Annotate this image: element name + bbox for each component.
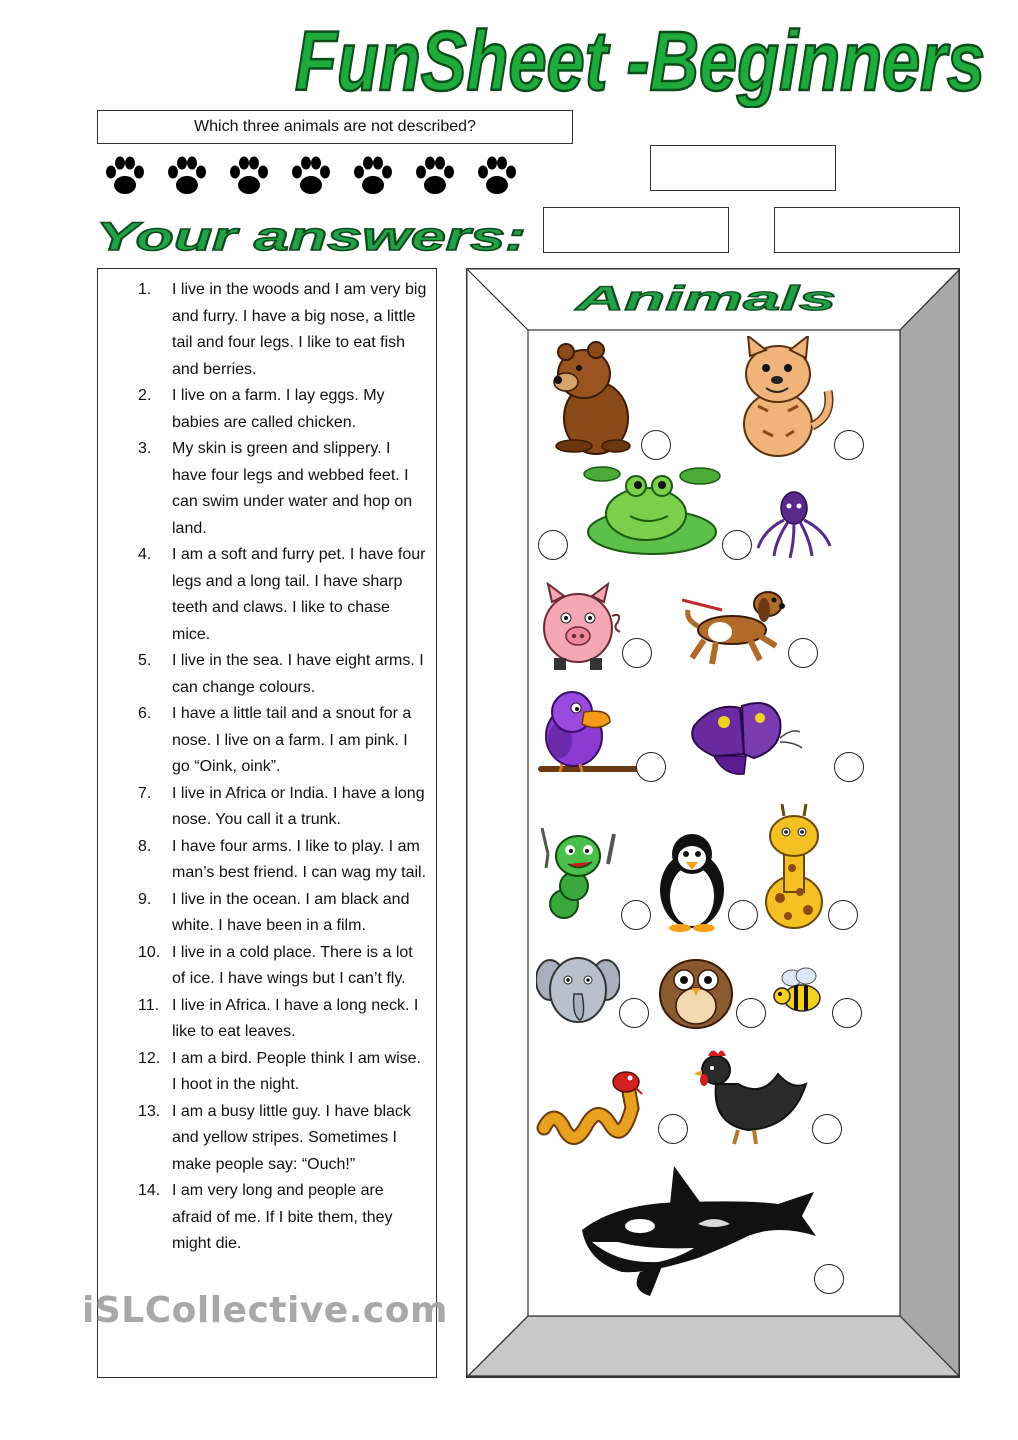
watermark: iSLCollective.com (82, 1290, 448, 1331)
octopus-icon (754, 490, 834, 560)
answer-circle[interactable] (828, 900, 858, 930)
animals-panel (466, 268, 960, 1378)
answer-circle[interactable] (722, 530, 752, 560)
list-item: 13. I am a busy little guy. I have black and yellow stripes. Sometimes I make people say: “Ouch!” (138, 1102, 411, 1173)
answer-box-3[interactable] (774, 207, 960, 253)
list-item: 1. I live in the woods and I am very big and furry. I have a big nose, a little tail and four legs. I like to eat fish and berries. (138, 281, 427, 378)
answer-circle[interactable] (621, 900, 651, 930)
hen-icon (692, 1044, 812, 1148)
list-item: 8. I have four arms. I like to play. I am man’s best friend. I can wag my tail. (138, 837, 427, 881)
paw-icon (348, 152, 398, 202)
answer-circle[interactable] (834, 430, 864, 460)
answer-circle[interactable] (658, 1114, 688, 1144)
elephant-icon (536, 950, 620, 1028)
answer-circle[interactable] (814, 1264, 844, 1294)
bear-icon (544, 336, 644, 456)
paw-icon (224, 152, 274, 202)
answer-circle[interactable] (832, 998, 862, 1028)
list-item: 11. I live in Africa. I have a long neck. I like to eat leaves. (138, 996, 419, 1040)
descriptions-list (138, 277, 428, 1258)
owl-icon (656, 954, 736, 1030)
answer-circle[interactable] (788, 638, 818, 668)
list-item: 4. I am a soft and furry pet. I have four legs and a long tail. I have sharp teeth and claws. I like to chase mice. (138, 546, 426, 643)
answer-circle[interactable] (728, 900, 758, 930)
giraffe-icon (760, 802, 830, 932)
title-text: FunSheet -Beginners (295, 14, 985, 108)
paw-icon (472, 152, 522, 202)
answer-circle[interactable] (636, 752, 666, 782)
answer-circle[interactable] (834, 752, 864, 782)
bird-icon (536, 688, 648, 780)
svg-text:Your answers:: Your answers: (96, 215, 526, 259)
answers-label (92, 212, 532, 262)
question-box (97, 110, 573, 144)
answer-circle[interactable] (538, 530, 568, 560)
paw-row (100, 152, 530, 202)
paw-icon (100, 152, 150, 202)
answer-circle[interactable] (619, 998, 649, 1028)
list-item: 3. My skin is green and slippery. I have four legs and webbed feet. I can swim under water and hop on land. (138, 440, 413, 537)
list-item: 5. I live in the sea. I have eight arms. I can change colours. (138, 652, 424, 696)
answer-circle[interactable] (812, 1114, 842, 1144)
panel-title: Animals (574, 280, 836, 318)
dog-icon (682, 580, 786, 672)
penguin-icon (648, 830, 738, 934)
list-item: 10. I live in a cold place. There is a lot of ice. I have wings but I can’t fly. (138, 943, 413, 987)
bee-icon (772, 966, 828, 1018)
list-item: 14. I am very long and people are afraid of me. If I bite them, they might die. (138, 1182, 393, 1252)
orca-icon (578, 1162, 818, 1298)
list-item: 7. I live in Africa or India. I have a long nose. You call it a trunk. (138, 784, 425, 828)
list-item: 12. I am a bird. People think I am wise. I hoot in the night. (138, 1049, 421, 1093)
descriptions-box (97, 268, 437, 1378)
answer-box-2[interactable] (543, 207, 729, 253)
paw-icon (410, 152, 460, 202)
answer-circle[interactable] (622, 638, 652, 668)
butterfly-icon (684, 698, 804, 782)
worm-icon (534, 824, 624, 924)
paw-icon (162, 152, 212, 202)
list-item: 9. I live in the ocean. I am black and white. I have been in a film. (138, 890, 410, 934)
pig-icon (536, 580, 626, 672)
snake-icon (536, 1068, 644, 1152)
question-text: Which three animals are not described? (194, 118, 476, 135)
list-item: 6. I have a little tail and a snout for a nose. I live on a farm. I am pink. I go “Oink, oink”. (138, 705, 412, 775)
answer-box-1[interactable] (650, 145, 836, 191)
frog-icon (582, 460, 722, 560)
answer-circle[interactable] (736, 998, 766, 1028)
list-item: 2. I live on a farm. I lay eggs. My babies are called chicken. (138, 387, 385, 431)
cat-icon (728, 336, 838, 461)
paw-icon (286, 152, 336, 202)
page-title (280, 8, 1000, 108)
answer-circle[interactable] (641, 430, 671, 460)
